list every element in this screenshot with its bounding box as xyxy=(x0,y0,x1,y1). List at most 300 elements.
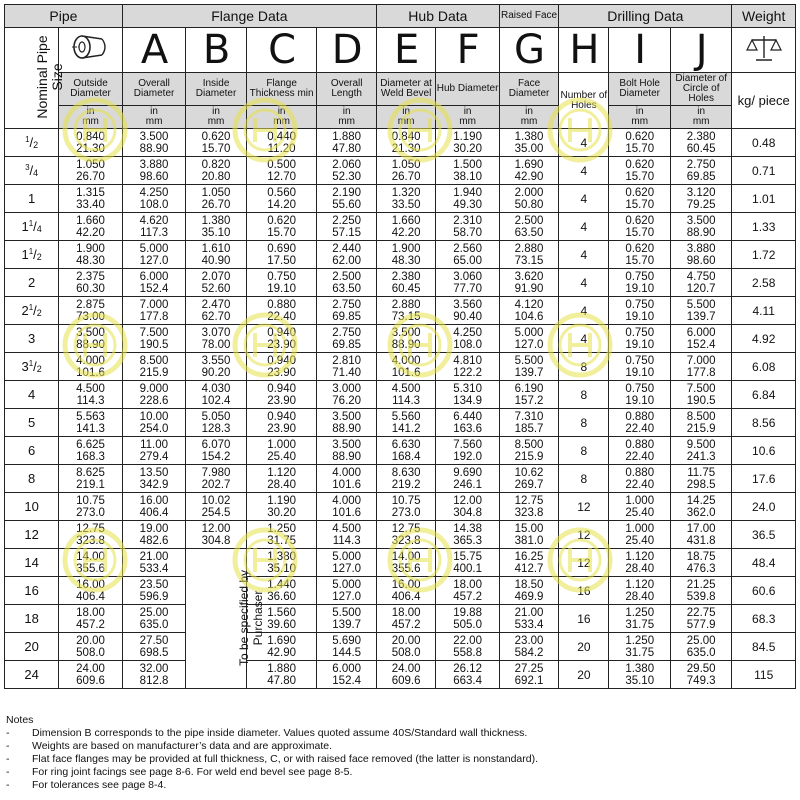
cell-b xyxy=(186,297,246,325)
cell-f xyxy=(436,605,500,633)
desc-inside-diameter: Inside Diameter xyxy=(186,73,246,106)
value-in: 0.880 xyxy=(267,298,296,311)
value-in: 4.810 xyxy=(453,354,482,367)
value-in: 7.000 xyxy=(139,298,169,311)
cell-a xyxy=(122,213,186,241)
value-mm: 21.30 xyxy=(391,142,421,155)
nominal-pipe-size xyxy=(5,381,59,409)
cell-f xyxy=(436,325,500,353)
value-in: 16.00 xyxy=(76,578,105,591)
value-mm: 141.2 xyxy=(391,422,421,435)
value-in: 7.500 xyxy=(686,382,716,395)
cell-j xyxy=(670,269,731,297)
value-in: 14.25 xyxy=(686,494,716,507)
note-text: Dimension B corresponds to the pipe inside diameter. Values quoted assume 40S/Standard wall thickness. xyxy=(32,727,528,739)
value-mm: 215.9 xyxy=(139,366,169,379)
value-in: 6.000 xyxy=(139,270,169,283)
value-in: 23.50 xyxy=(139,578,169,591)
value-mm: 254.0 xyxy=(139,422,169,435)
cell-e xyxy=(376,493,435,521)
notes-list xyxy=(6,727,786,792)
nps-whole: 8 xyxy=(28,471,36,486)
cell-g xyxy=(499,241,558,269)
nps-fraction-num: 1 xyxy=(28,359,34,368)
value-in: 18.00 xyxy=(76,606,105,619)
value-in: 0.620 xyxy=(267,214,296,227)
value-mm: 73.15 xyxy=(514,254,544,267)
cell-b xyxy=(186,213,246,241)
nominal-pipe-size xyxy=(5,269,59,297)
unit-b xyxy=(186,106,246,129)
value-mm: 246.1 xyxy=(453,478,482,491)
nominal-pipe-size: $2^1/_2$ xyxy=(5,297,59,325)
cell-od xyxy=(59,241,123,269)
value-in: 27.50 xyxy=(139,634,169,647)
unit-od xyxy=(59,106,123,129)
value-in: 12.75 xyxy=(391,522,421,535)
value-mm: 273.0 xyxy=(391,506,421,519)
value-mm: 692.1 xyxy=(514,674,544,687)
value-in: 0.690 xyxy=(267,242,296,255)
cell-a xyxy=(122,297,186,325)
nominal-pipe-size xyxy=(5,409,59,437)
scale-icon-cell xyxy=(732,28,796,73)
cell-j xyxy=(670,297,731,325)
weight-kg: 4.11 xyxy=(732,297,796,325)
unit-row xyxy=(5,106,796,129)
value-in: 14.38 xyxy=(453,522,482,535)
value-mm: 128.3 xyxy=(201,422,231,435)
cell-e xyxy=(376,605,435,633)
value-in: 1.690 xyxy=(267,634,296,647)
value-in: 0.820 xyxy=(201,158,231,171)
nps-fraction-den: 4 xyxy=(33,168,39,178)
unit-mm-label: mm xyxy=(82,116,99,127)
value-mm: 298.5 xyxy=(686,478,716,491)
value-mm: 15.70 xyxy=(267,226,296,239)
cell-i xyxy=(609,521,670,549)
value-in: 5.000 xyxy=(514,326,544,339)
number-of-holes: 8 xyxy=(559,437,609,465)
table-row xyxy=(5,185,796,213)
cell-j xyxy=(670,465,731,493)
cell-d xyxy=(317,353,376,381)
nominal-pipe-size xyxy=(5,549,59,577)
value-in: 10.62 xyxy=(514,466,544,479)
value-mm: 355.6 xyxy=(76,562,105,575)
value-mm: 23.90 xyxy=(267,394,296,407)
value-mm: 79.25 xyxy=(686,198,716,211)
number-of-holes: 12 xyxy=(559,521,609,549)
cell-i xyxy=(609,241,670,269)
cell-j xyxy=(670,157,731,185)
cell-f xyxy=(436,661,500,689)
desc-flange-thickness: Flange Thickness min xyxy=(246,73,317,106)
unit-mm-label: mm xyxy=(207,116,225,127)
cell-d xyxy=(317,269,376,297)
note-item xyxy=(6,740,786,753)
value-mm: 25.40 xyxy=(625,506,655,519)
table-row xyxy=(5,605,796,633)
value-mm: 190.5 xyxy=(139,338,169,351)
value-in: 13.50 xyxy=(139,466,169,479)
cell-f xyxy=(436,241,500,269)
value-in: 2.310 xyxy=(453,214,482,227)
cell-b xyxy=(186,437,246,465)
value-mm: 15.70 xyxy=(625,254,655,267)
value-mm: 62.00 xyxy=(332,254,362,267)
value-in: 2.250 xyxy=(332,214,362,227)
value-mm: 33.50 xyxy=(391,198,421,211)
number-of-holes: 12 xyxy=(559,493,609,521)
value-in: 14.00 xyxy=(391,550,421,563)
letter-f: F xyxy=(436,28,500,73)
cell-d xyxy=(317,129,376,157)
value-mm: 108.0 xyxy=(453,338,482,351)
note-dash: - xyxy=(6,753,10,765)
cell-g xyxy=(499,577,558,605)
value-mm: 104.6 xyxy=(514,310,544,323)
nps-fraction-num: 1 xyxy=(28,303,34,312)
value-in: 1.315 xyxy=(76,186,105,199)
nps-whole: 24 xyxy=(24,667,39,682)
letter-j: J xyxy=(670,28,731,73)
value-in: 1.250 xyxy=(625,606,655,619)
value-in: 1.560 xyxy=(267,606,296,619)
note-text: For ring joint facings see page 8-6. For weld end bevel see page 8-5. xyxy=(32,766,353,778)
cell-g xyxy=(499,325,558,353)
cell-f xyxy=(436,437,500,465)
weight-kg: 0.71 xyxy=(732,157,796,185)
value-in: 8.500 xyxy=(686,410,716,423)
value-mm: 663.4 xyxy=(453,674,482,687)
table-row xyxy=(5,661,796,689)
value-mm: 26.70 xyxy=(201,198,231,211)
value-mm: 91.90 xyxy=(514,282,544,295)
value-mm: 127.0 xyxy=(332,562,362,575)
hub-data-header: Hub Data xyxy=(376,5,499,28)
table-row xyxy=(5,633,796,661)
value-in: 8.625 xyxy=(76,466,105,479)
value-mm: 304.8 xyxy=(201,534,231,547)
value-in: 22.75 xyxy=(686,606,716,619)
value-in: 0.750 xyxy=(625,326,655,339)
number-of-holes: 4 xyxy=(559,269,609,297)
value-in: 4.750 xyxy=(686,270,716,283)
cell-c xyxy=(246,493,317,521)
value-mm: 28.40 xyxy=(625,562,655,575)
value-in: 0.840 xyxy=(391,130,421,143)
cell-c xyxy=(246,325,317,353)
value-in: 3.550 xyxy=(201,354,231,367)
nps-whole: 5 xyxy=(28,415,36,430)
cell-c xyxy=(246,465,317,493)
value-mm: 52.60 xyxy=(201,282,231,295)
value-in: 0.940 xyxy=(267,354,296,367)
cell-j xyxy=(670,129,731,157)
cell-a xyxy=(122,605,186,633)
value-mm: 60.45 xyxy=(686,142,716,155)
cell-b xyxy=(186,465,246,493)
value-mm: 177.8 xyxy=(139,310,169,323)
nominal-pipe-size: $3^1/_2$ xyxy=(5,353,59,381)
note-item xyxy=(6,727,786,740)
value-in: 6.440 xyxy=(453,410,482,423)
cell-g xyxy=(499,661,558,689)
value-mm: 152.4 xyxy=(332,674,362,687)
cell-d xyxy=(317,185,376,213)
cell-i xyxy=(609,297,670,325)
value-mm: 19.10 xyxy=(625,310,655,323)
value-mm: 15.70 xyxy=(625,170,655,183)
weight-kg: 60.6 xyxy=(732,577,796,605)
nps-whole: 4 xyxy=(28,387,36,402)
desc-pipe-outside-diameter: Outside Diameter xyxy=(59,73,123,106)
value-mm: 35.10 xyxy=(201,226,231,239)
nps-fraction-den: 2 xyxy=(33,140,39,150)
cell-i xyxy=(609,129,670,157)
value-in: 2.380 xyxy=(391,270,421,283)
value-in: 12.75 xyxy=(76,522,105,535)
value-in: 1.000 xyxy=(625,494,655,507)
value-mm: 812.8 xyxy=(139,674,169,687)
nps-whole: 6 xyxy=(28,443,36,458)
value-in: 8.500 xyxy=(514,438,544,451)
value-in: 1.050 xyxy=(201,186,231,199)
value-in: 2.190 xyxy=(332,186,362,199)
value-in: 4.500 xyxy=(332,522,362,535)
value-in: 0.880 xyxy=(625,466,655,479)
value-mm: 88.90 xyxy=(332,422,362,435)
cell-od xyxy=(59,185,123,213)
value-in: 26.12 xyxy=(453,662,482,675)
number-of-holes: 8 xyxy=(559,353,609,381)
value-mm: 219.2 xyxy=(391,478,421,491)
cell-e xyxy=(376,241,435,269)
value-in: 0.940 xyxy=(267,326,296,339)
unit-in-label: in xyxy=(525,106,533,117)
value-mm: 69.85 xyxy=(332,310,362,323)
cell-od xyxy=(59,297,123,325)
value-in: 0.880 xyxy=(625,410,655,423)
value-mm: 88.90 xyxy=(391,338,421,351)
cell-a xyxy=(122,409,186,437)
value-mm: 38.10 xyxy=(453,170,482,183)
unit-mm-label: mm xyxy=(631,116,649,127)
unit-g xyxy=(499,106,558,129)
note-item xyxy=(6,779,786,792)
value-in: 1.250 xyxy=(267,522,296,535)
value-mm: 25.40 xyxy=(267,450,296,463)
value-in: 0.620 xyxy=(625,214,655,227)
cell-e xyxy=(376,521,435,549)
value-in: 1.120 xyxy=(267,466,296,479)
value-in: 18.75 xyxy=(686,550,716,563)
nps-fraction-num: 3 xyxy=(25,163,30,172)
value-in: 1.120 xyxy=(625,578,655,591)
value-mm: 101.6 xyxy=(391,366,421,379)
value-mm: 505.0 xyxy=(453,618,482,631)
cell-i xyxy=(609,605,670,633)
value-mm: 88.90 xyxy=(76,338,105,351)
value-in: 0.620 xyxy=(201,130,231,143)
cell-g xyxy=(499,157,558,185)
value-in: 2.375 xyxy=(76,270,105,283)
unit-i xyxy=(609,106,670,129)
weight-kg: 4.92 xyxy=(732,325,796,353)
value-mm: 185.7 xyxy=(514,422,544,435)
cell-d xyxy=(317,661,376,689)
cell-d xyxy=(317,437,376,465)
table-row xyxy=(5,297,796,325)
value-mm: 30.20 xyxy=(267,506,296,519)
cell-od xyxy=(59,521,123,549)
value-mm: 157.2 xyxy=(514,394,544,407)
value-in: 3.500 xyxy=(76,326,105,339)
value-in: 0.500 xyxy=(267,158,296,171)
cell-j xyxy=(670,605,731,633)
value-mm: 108.0 xyxy=(139,198,169,211)
cell-e xyxy=(376,633,435,661)
cell-e xyxy=(376,353,435,381)
value-in: 1.880 xyxy=(332,130,362,143)
unit-mm-label: mm xyxy=(397,116,415,127)
value-in: 24.00 xyxy=(76,662,105,675)
nps-fraction-den: 2 xyxy=(36,252,42,262)
value-mm: 152.4 xyxy=(139,282,169,295)
value-mm: 31.75 xyxy=(267,534,296,547)
value-mm: 609.6 xyxy=(391,674,421,687)
value-in: 1.000 xyxy=(625,522,655,535)
cell-i xyxy=(609,661,670,689)
value-mm: 139.7 xyxy=(332,618,362,631)
cell-f xyxy=(436,549,500,577)
value-mm: 22.40 xyxy=(625,422,655,435)
value-in: 5.000 xyxy=(332,578,362,591)
value-in: 6.070 xyxy=(201,438,231,451)
value-mm: 31.75 xyxy=(625,646,655,659)
value-mm: 88.90 xyxy=(686,226,716,239)
cell-g xyxy=(499,185,558,213)
unit-e xyxy=(376,106,435,129)
cell-a xyxy=(122,241,186,269)
note-dash: - xyxy=(6,779,10,791)
weight-kg: 1.72 xyxy=(732,241,796,269)
weight-kg: 36.5 xyxy=(732,521,796,549)
letter-a: A xyxy=(122,28,186,73)
number-of-holes: 4 xyxy=(559,213,609,241)
cell-i xyxy=(609,325,670,353)
value-in: 12.75 xyxy=(514,494,544,507)
value-mm: 23.90 xyxy=(267,338,296,351)
value-in: 5.563 xyxy=(76,410,105,423)
weight-kg: 17.6 xyxy=(732,465,796,493)
value-in: 5.000 xyxy=(332,550,362,563)
value-mm: 139.7 xyxy=(514,366,544,379)
nps-whole: 20 xyxy=(24,639,39,654)
value-in: 2.875 xyxy=(76,298,105,311)
value-in: 4.120 xyxy=(514,298,544,311)
group-header-row xyxy=(5,5,796,28)
nominal-pipe-size-header xyxy=(5,28,65,129)
nominal-pipe-size xyxy=(5,661,59,689)
unit-in-label: in xyxy=(342,106,351,117)
cell-f xyxy=(436,577,500,605)
raised-face-header: Raised Face xyxy=(499,5,558,28)
note-dash: - xyxy=(6,766,10,778)
value-in: 1.660 xyxy=(391,214,421,227)
value-mm: 457.2 xyxy=(391,618,421,631)
cell-j xyxy=(670,549,731,577)
value-in: 6.630 xyxy=(391,438,421,451)
value-mm: 19.10 xyxy=(625,366,655,379)
value-mm: 30.20 xyxy=(453,142,482,155)
value-in: 4.620 xyxy=(139,214,169,227)
cell-i xyxy=(609,409,670,437)
value-in: 1.610 xyxy=(201,242,231,255)
cell-g xyxy=(499,381,558,409)
nominal-pipe-size xyxy=(5,605,59,633)
cell-i xyxy=(609,549,670,577)
value-in: 1.190 xyxy=(453,130,482,143)
nps-whole: 2 xyxy=(28,275,36,290)
cell-a xyxy=(122,353,186,381)
cell-c xyxy=(246,409,317,437)
cell-j xyxy=(670,493,731,521)
value-in: 3.880 xyxy=(686,242,716,255)
table-row xyxy=(5,157,796,185)
value-in: 1.500 xyxy=(453,158,482,171)
table-row xyxy=(5,241,796,269)
value-mm: 33.40 xyxy=(76,198,105,211)
value-in: 2.440 xyxy=(332,242,362,255)
cell-od xyxy=(59,129,123,157)
value-mm: 26.70 xyxy=(391,170,421,183)
cell-e xyxy=(376,381,435,409)
note-text: Weights are based on manufacturer’s data and are approximate. xyxy=(32,740,333,752)
value-mm: 355.6 xyxy=(391,562,421,575)
value-mm: 457.2 xyxy=(453,590,482,603)
nps-fraction-num: 1 xyxy=(28,219,34,228)
weight-kg: 10.6 xyxy=(732,437,796,465)
value-in: 2.810 xyxy=(332,354,362,367)
value-mm: 400.1 xyxy=(453,562,482,575)
nps-whole: 1 xyxy=(21,247,29,262)
value-in: 2.750 xyxy=(332,298,362,311)
value-mm: 15.70 xyxy=(625,142,655,155)
value-in: 0.620 xyxy=(625,130,655,143)
cell-e xyxy=(376,157,435,185)
unit-in-label: in xyxy=(86,106,95,117)
value-mm: 77.70 xyxy=(453,282,482,295)
value-in: 1.900 xyxy=(76,242,105,255)
pipe-icon xyxy=(70,31,112,63)
desc-hub-diameter: Hub Diameter xyxy=(436,73,500,106)
cell-b xyxy=(186,325,246,353)
value-in: 16.25 xyxy=(514,550,544,563)
cell-od xyxy=(59,353,123,381)
value-mm: 23.90 xyxy=(267,366,296,379)
value-in: 3.500 xyxy=(332,410,362,423)
desc-overall-length: Overall Length xyxy=(317,73,376,106)
value-mm: 219.1 xyxy=(76,478,105,491)
desc-overall-diameter: Overall Diameter xyxy=(122,73,186,106)
value-in: 5.310 xyxy=(453,382,482,395)
cell-i xyxy=(609,353,670,381)
nps-whole: 10 xyxy=(24,499,39,514)
cell-od xyxy=(59,465,123,493)
cell-g xyxy=(499,521,558,549)
